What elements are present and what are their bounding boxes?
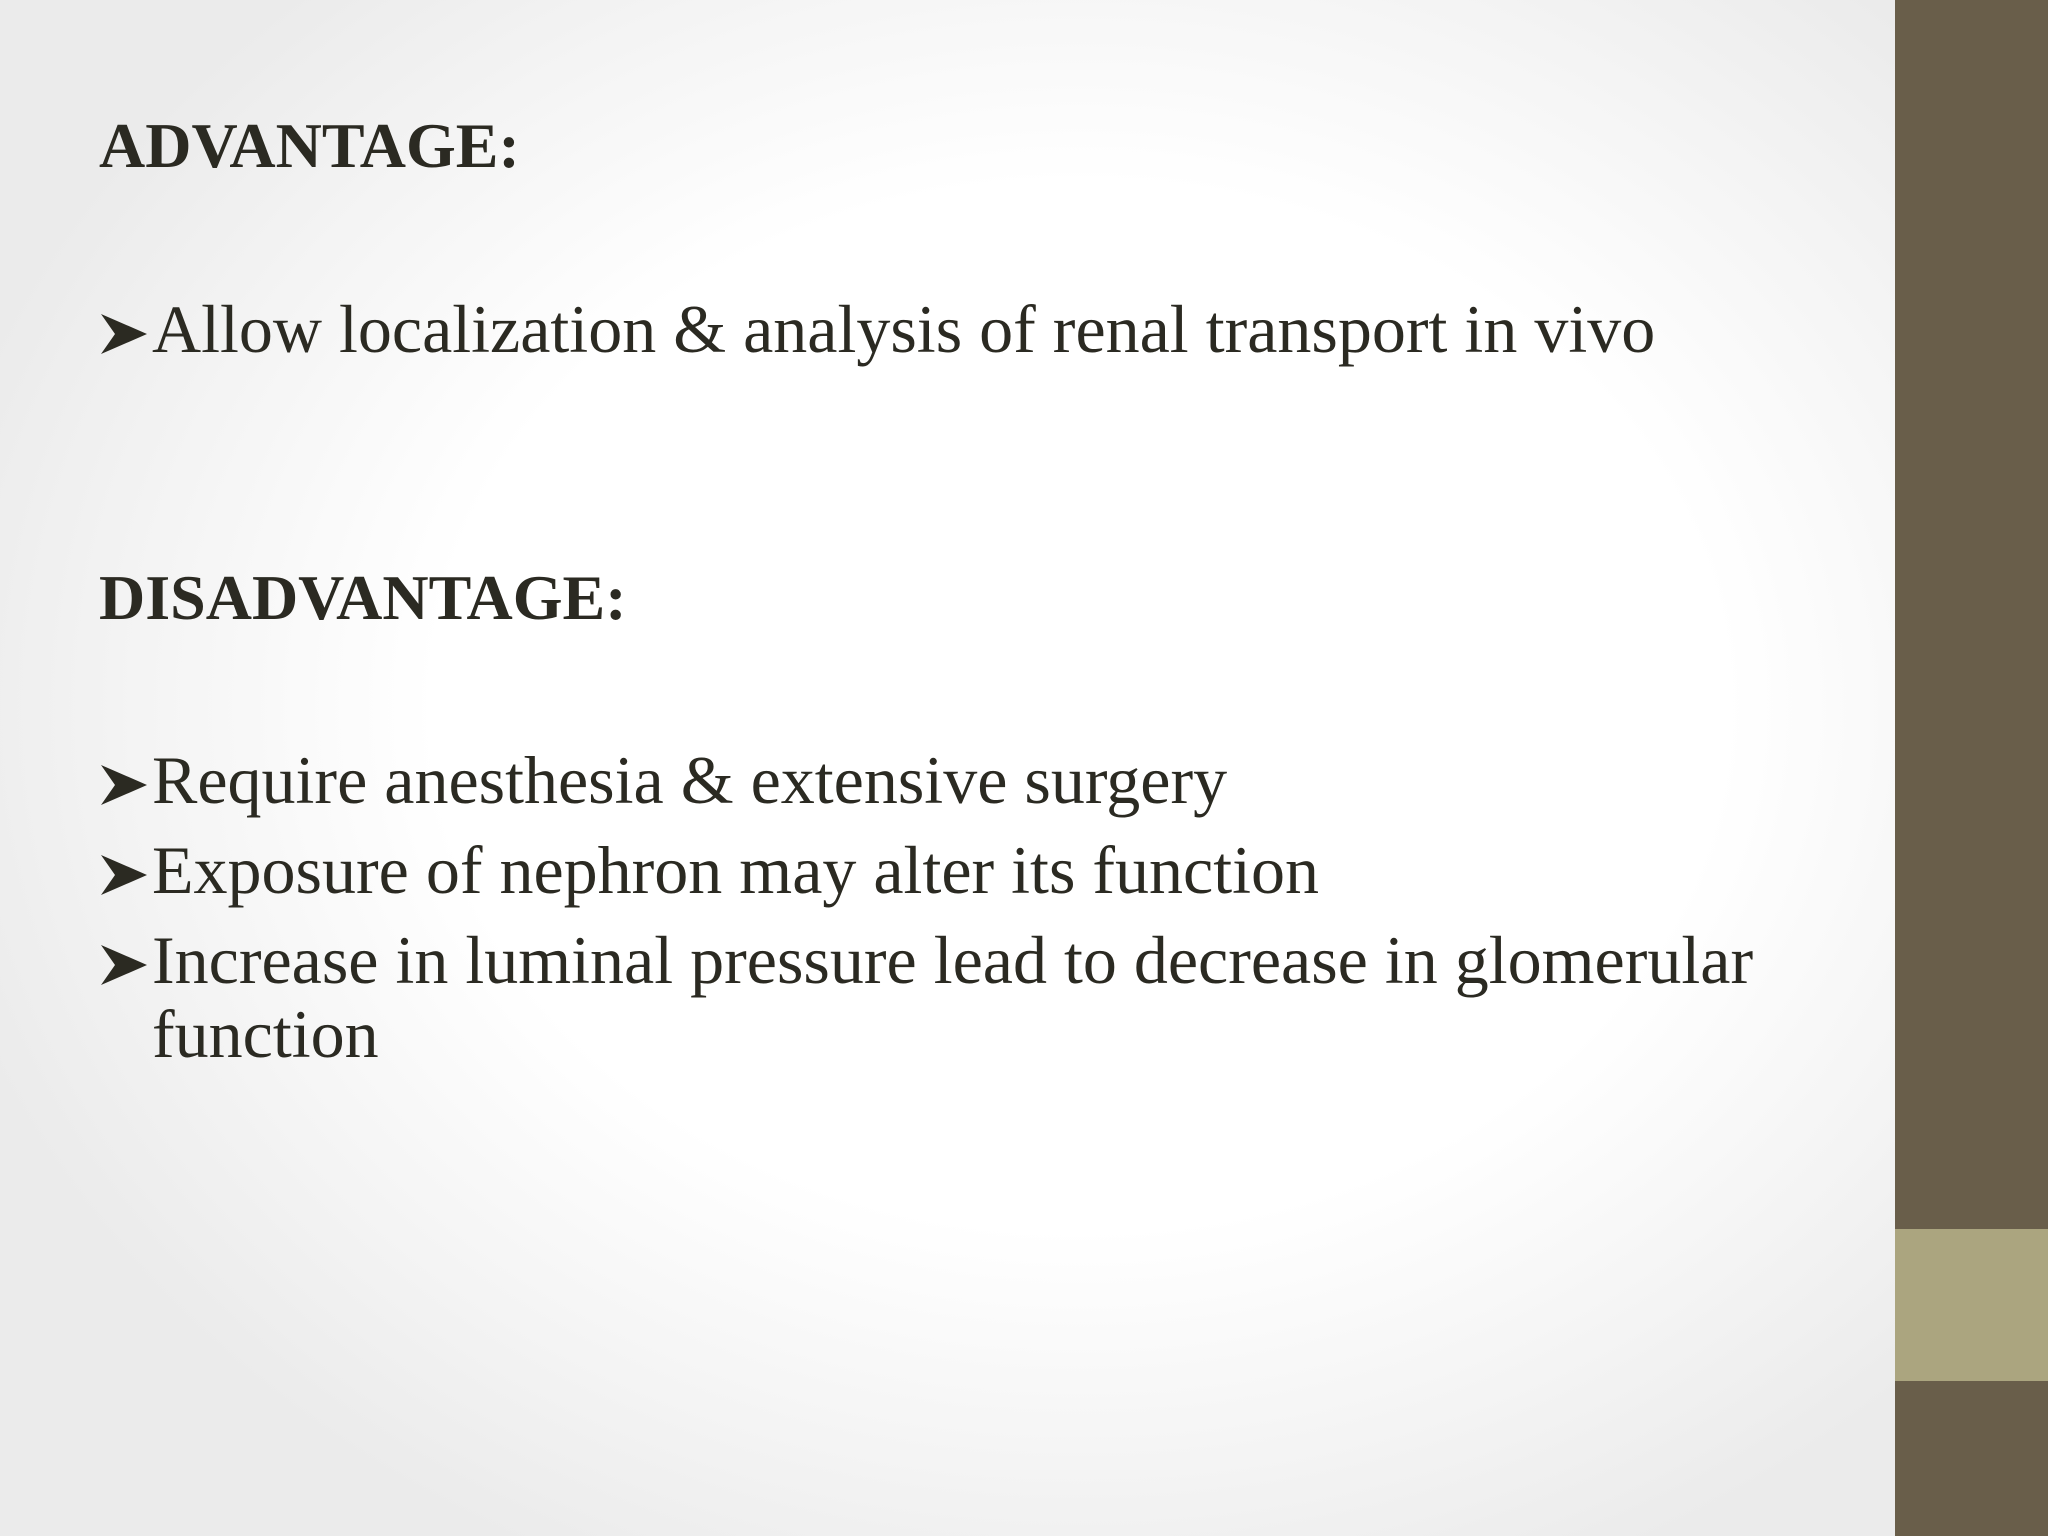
arrowhead-bullet-icon <box>99 312 149 356</box>
disadvantage-bullet-item <box>99 923 1799 1071</box>
bullet-text: Allow localization & analysis of renal transport in vivo <box>152 291 1656 367</box>
bullet-text: Exposure of nephron may alter its function <box>152 832 1320 908</box>
side-accent-block <box>1895 1229 2048 1381</box>
arrowhead-bullet-icon <box>99 943 149 987</box>
advantage-bullet-item <box>99 292 1799 366</box>
disadvantage-bullet-item <box>99 833 1799 907</box>
arrowhead-bullet-icon <box>99 763 149 807</box>
advantage-heading: ADVANTAGE: <box>99 110 520 181</box>
bullet-text: Require anesthesia & extensive surgery <box>152 742 1228 818</box>
arrowhead-bullet-icon <box>99 853 149 897</box>
bullet-text: Increase in luminal pressure lead to decrease in glomerular function <box>152 922 1754 1072</box>
disadvantage-bullet-item <box>99 743 1799 817</box>
disadvantage-heading: DISADVANTAGE: <box>99 562 627 633</box>
